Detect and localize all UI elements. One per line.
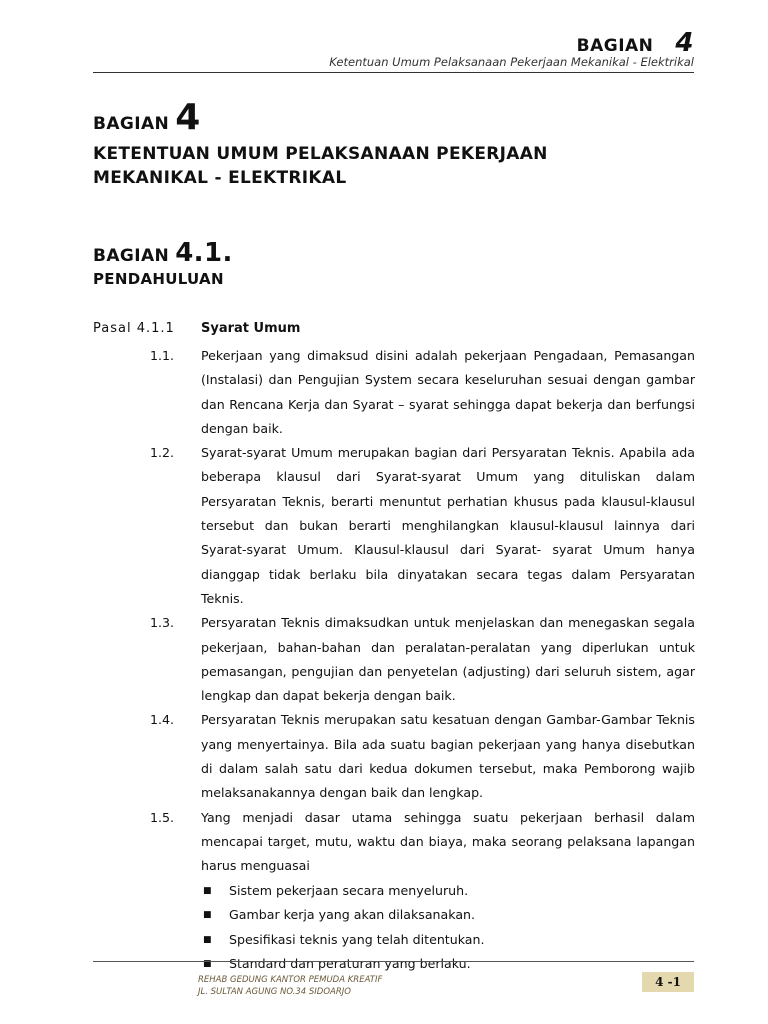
item-number: 1.2. bbox=[150, 445, 175, 461]
bullet-item bbox=[201, 928, 695, 953]
header-bagian-label: BAGIAN bbox=[576, 36, 654, 56]
bullet-text: Sistem pekerjaan secara menyeluruh. bbox=[229, 882, 469, 898]
square-bullet-icon: ■ bbox=[203, 934, 212, 945]
item-text: Yang menjadi dasar utama sehingga suatu pekerjaan berhasil dalam mencapai target, mutu, waktu dan biaya, maka seorang pelaksana lapangan harus menguasai bbox=[201, 809, 695, 874]
chapter-heading bbox=[93, 97, 201, 138]
item-number: 1.1. bbox=[150, 348, 175, 363]
chapter-title bbox=[93, 142, 548, 190]
bullet-item bbox=[201, 903, 695, 928]
header-subtitle: Ketentuan Umum Pelaksanaan Pekerjaan Mekanikal - Elektrikal bbox=[329, 55, 694, 69]
bullet-text: Standard dan peraturan yang berlaku. bbox=[229, 956, 471, 972]
bullet-text: Spesifikasi teknis yang telah ditentukan. bbox=[229, 931, 485, 947]
item-list bbox=[150, 344, 695, 977]
chapter-title-line: KETENTUAN UMUM PELAKSANAAN PEKERJAAN bbox=[93, 144, 548, 164]
pasal-heading bbox=[93, 321, 300, 336]
bullet-item bbox=[201, 879, 695, 904]
item-number: 1.3. bbox=[150, 615, 175, 631]
section-number: 4.1. bbox=[175, 238, 233, 268]
item-text: Pekerjaan yang dimaksud disini adalah pekerjaan Pengadaan, Pemasangan (Instalasi) dan Pengujian System secara keseluruhan sesuai dengan gambar dan Rencana Kerja dan Syarat – syarat sehingga dapat bekerja dan berfungsi dengan baik. bbox=[201, 348, 695, 436]
footer-line: REHAB GEDUNG KANTOR PEMUDA KREATIF bbox=[198, 975, 383, 985]
page-number: 4 -1 bbox=[642, 972, 694, 992]
pasal-title: Syarat Umum bbox=[201, 321, 301, 336]
section-title: PENDAHULUAN bbox=[93, 270, 224, 288]
chapter-label: BAGIAN bbox=[93, 114, 170, 134]
list-item bbox=[150, 806, 695, 879]
list-item bbox=[150, 708, 695, 805]
square-bullet-icon: ■ bbox=[203, 885, 212, 896]
bullet-text: Gambar kerja yang akan dilaksanakan. bbox=[229, 907, 476, 923]
header-divider bbox=[93, 72, 694, 73]
section-heading bbox=[93, 238, 233, 268]
square-bullet-icon: ■ bbox=[203, 910, 212, 921]
chapter-number: 4 bbox=[175, 97, 201, 138]
item-text: Persyaratan Teknis dimaksudkan untuk menjelaskan dan menegaskan segala pekerjaan, bahan-bahan dan peralatan-peralatan yang diperlukan untuk pemasangan, pengujian dan penyetelan (adjusting) dari seluruh sistem, agar lengkap dan dapat bekerja dengan baik. bbox=[201, 615, 695, 704]
item-text: Persyaratan Teknis merupakan satu kesatuan dengan Gambar-Gambar Teknis yang menyertainya. Bila ada suatu bagian pekerjaan yang hanya disebutkan di dalam salah satu dari kedua dokumen tersebut, maka Pemborong wajib melaksanakannya dengan baik dan lengkap. bbox=[201, 712, 695, 801]
chapter-title-line: MEKANIKAL - ELEKTRIKAL bbox=[93, 168, 347, 188]
list-item bbox=[150, 611, 695, 708]
footer-divider bbox=[93, 961, 694, 962]
item-number: 1.4. bbox=[150, 712, 175, 728]
section-label: BAGIAN bbox=[93, 246, 170, 266]
bullet-item bbox=[201, 952, 695, 977]
footer-project bbox=[198, 974, 382, 998]
list-item bbox=[150, 441, 695, 611]
item-text: Syarat-syarat Umum merupakan bagian dari Persyaratan Teknis. Apabila ada beberapa klausul dari Syarat-syarat Umum yang dituliskan dalam Persyaratan Teknis, berarti menuntut perhatian khusus pada klausul-klausul tersebut dan bukan berarti menghilangkan klausul-klausul lainnya dari Syarat-syarat Umum. Klausul-klausul dari Syarat- syarat Umum hanya dianggap tidak berlaku bila dinyatakan secara tegas dalam Persyaratan Teknis. bbox=[201, 445, 695, 606]
item-number: 1.5. bbox=[150, 809, 175, 825]
footer-line: JL. SULTAN AGUNG NO.34 SIDOARJO bbox=[198, 987, 351, 997]
list-item bbox=[150, 344, 695, 441]
header-bagian bbox=[577, 28, 694, 58]
header-bagian-number: 4 bbox=[675, 28, 694, 58]
pasal-label: Pasal 4.1.1 bbox=[93, 321, 175, 336]
square-bullet-icon: ■ bbox=[203, 959, 212, 970]
